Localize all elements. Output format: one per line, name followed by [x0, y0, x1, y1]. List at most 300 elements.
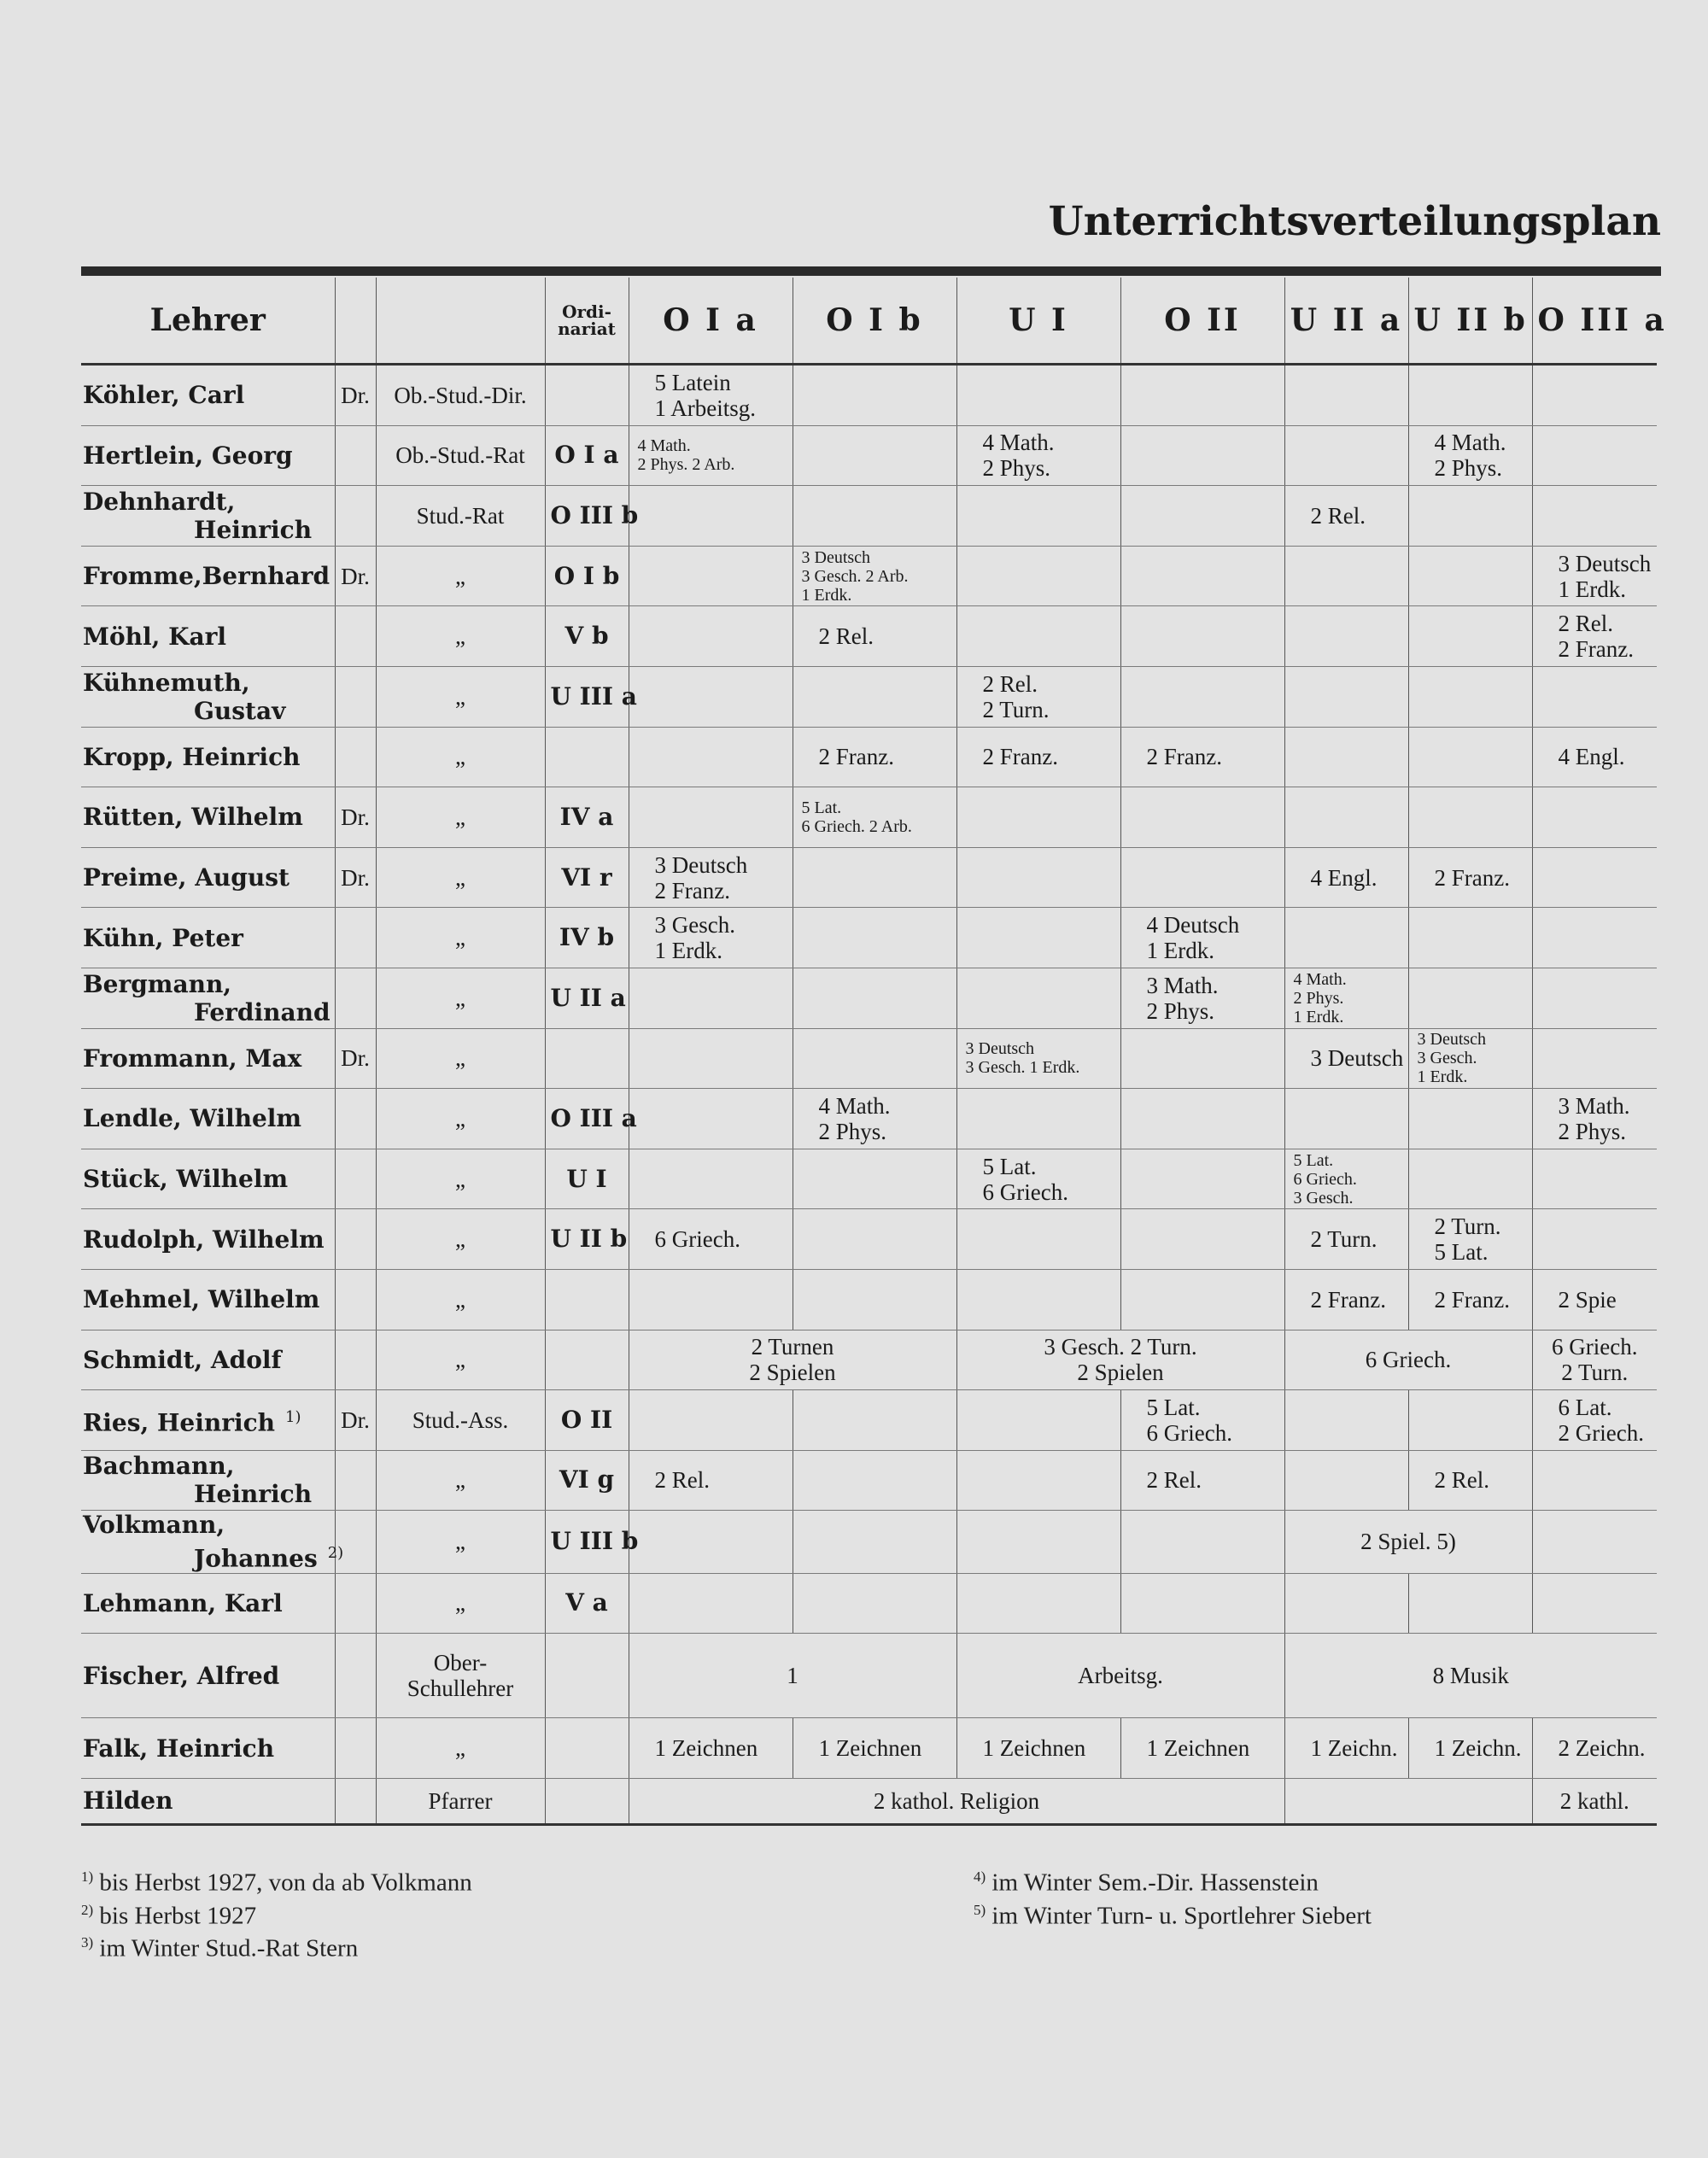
header-class: U I [956, 278, 1120, 365]
teacher-title [376, 425, 545, 486]
teacher-title-line: „ [455, 1166, 465, 1192]
lesson-cell [956, 1450, 1120, 1511]
lesson-cell [956, 1028, 1120, 1089]
lesson-cell [1120, 1718, 1284, 1779]
lesson-line: 3 Deutsch [1310, 1045, 1404, 1072]
lesson-cell [629, 1028, 793, 1089]
teacher-dr: Dr. [335, 1028, 376, 1089]
teacher-name [81, 1269, 335, 1330]
teacher-ordinariat: U II a [545, 968, 629, 1028]
lesson-cell [1532, 365, 1657, 426]
teacher-name-line: Falk, Heinrich [83, 1734, 275, 1763]
page-title: Unterrichtsverteilungsplan [1048, 198, 1661, 245]
lesson-cell [1532, 1149, 1657, 1209]
lesson-cell [1284, 1511, 1532, 1573]
teacher-ordinariat [545, 365, 629, 426]
lesson-cell [1284, 908, 1408, 968]
footnote [81, 1897, 472, 1930]
lesson-cell [1408, 727, 1532, 787]
header-class: O II [1120, 278, 1284, 365]
lesson-cell [1284, 1573, 1408, 1634]
teacher-name [81, 1573, 335, 1634]
teacher-dr [335, 606, 376, 667]
lesson-cell [1408, 606, 1532, 667]
teacher-dr: Dr. [335, 365, 376, 426]
lesson-cell [793, 666, 956, 727]
lesson-cell [1408, 486, 1532, 547]
teacher-title [376, 1718, 545, 1779]
teacher-title [376, 365, 545, 426]
lesson-cell [1532, 1269, 1657, 1330]
teacher-title [376, 546, 545, 606]
teacher-name [81, 486, 335, 547]
lesson-line: 2 Zeichn. [1558, 1735, 1646, 1761]
lesson-cell [1408, 666, 1532, 727]
lesson-cell [793, 425, 956, 486]
teacher-dr [335, 1634, 376, 1718]
teacher-name [81, 787, 335, 848]
lesson-cell [1408, 847, 1532, 908]
teacher-name [81, 727, 335, 787]
lesson-line: 1 [787, 1663, 798, 1689]
footnote-mark: 2) [327, 1544, 344, 1563]
teacher-ordinariat: VI g [545, 1450, 629, 1511]
teacher-title [376, 486, 545, 547]
lesson-cell [1532, 727, 1657, 787]
lesson-line: 3 Deutsch [965, 1039, 1035, 1059]
lesson-line: 2 Turn. [1434, 1214, 1501, 1240]
lesson-cell [956, 1209, 1120, 1270]
teacher-title-line: „ [455, 1735, 465, 1761]
teacher-name [81, 1390, 335, 1451]
teacher-dr [335, 1778, 376, 1824]
teacher-name [81, 1330, 335, 1390]
teacher-title-line: Schullehrer [407, 1676, 514, 1702]
lesson-line: 6 Griech. [1365, 1347, 1452, 1373]
lesson-line: 2 Franz. [1146, 744, 1222, 770]
lesson-line: 4 Engl. [1310, 864, 1378, 891]
lesson-line: 3 Gesch. [654, 912, 735, 939]
title-rule [81, 266, 1661, 276]
teacher-ordinariat [545, 1269, 629, 1330]
teacher-title-line: „ [455, 804, 465, 830]
teacher-row [81, 908, 1657, 968]
teacher-ordinariat: O III a [545, 1089, 629, 1149]
lesson-cell [1408, 787, 1532, 848]
lesson-line: 4 Math. [1293, 969, 1347, 989]
lesson-cell [629, 1511, 793, 1573]
lesson-line: 2 Phys. [1293, 988, 1344, 1008]
teacher-title [376, 1634, 545, 1718]
lesson-line: 5 Lat. [982, 1153, 1037, 1179]
header-ordinariat [545, 278, 629, 365]
teacher-ordinariat: V b [545, 606, 629, 667]
lesson-cell [1284, 1269, 1408, 1330]
lesson-cell [793, 1028, 956, 1089]
teacher-row [81, 1149, 1657, 1209]
lesson-line: 2 Franz. [654, 877, 730, 904]
lesson-cell [1532, 1089, 1657, 1149]
lesson-cell [629, 1573, 793, 1634]
lesson-cell [629, 365, 793, 426]
teacher-ordinariat: IV b [545, 908, 629, 968]
lesson-line: 1 Erdk. [1293, 1007, 1344, 1026]
header-ordinariat-line: nariat [558, 319, 616, 339]
teacher-row [81, 1269, 1657, 1330]
lesson-cell [1284, 1209, 1408, 1270]
teacher-name [81, 1209, 335, 1270]
lesson-line: 5 Lat. [1434, 1239, 1489, 1266]
lesson-cell [1120, 1209, 1284, 1270]
teacher-name [81, 1718, 335, 1779]
lesson-cell [1120, 1573, 1284, 1634]
header-class: U II a [1284, 278, 1408, 365]
lesson-cell [1120, 1450, 1284, 1511]
header-row [81, 278, 1657, 365]
lesson-cell [956, 847, 1120, 908]
teacher-name [81, 968, 335, 1028]
teacher-title-line: „ [455, 864, 465, 891]
lesson-line: 2 Phys. [1146, 997, 1215, 1024]
lesson-cell [956, 1718, 1120, 1779]
lesson-cell [956, 908, 1120, 968]
footnote-text: im Winter Stud.-Rat Stern [93, 1934, 359, 1962]
teacher-name-line: Fischer, Alfred [83, 1661, 280, 1690]
teacher-ordinariat [545, 1330, 629, 1390]
lesson-cell [1408, 1390, 1532, 1451]
teacher-name [81, 1028, 335, 1089]
teacher-title-line: Pfarrer [428, 1787, 493, 1814]
teacher-name-line: Gustav [194, 696, 286, 725]
teacher-name [81, 1149, 335, 1209]
lesson-cell [1408, 1209, 1532, 1270]
lesson-line: 6 Griech. [1293, 1169, 1357, 1189]
teacher-ordinariat: U III b [545, 1511, 629, 1573]
teacher-ordinariat: O I b [545, 546, 629, 606]
teacher-dr [335, 1718, 376, 1779]
teacher-name-line: Preime, August [83, 863, 290, 892]
teacher-title [376, 606, 545, 667]
teacher-name-line: Heinrich [194, 515, 313, 544]
lesson-line: 3 Deutsch [1558, 550, 1652, 576]
teacher-name-line: Bergmann, [83, 969, 232, 998]
teacher-title-line: „ [455, 683, 465, 710]
lesson-cell [1120, 968, 1284, 1028]
lesson-line: 2 kathl. [1559, 1787, 1629, 1814]
lesson-cell [1120, 1269, 1284, 1330]
lesson-cell [1532, 666, 1657, 727]
lesson-cell [1532, 486, 1657, 547]
lesson-line: 2 Spie [1558, 1286, 1617, 1313]
lesson-cell [1120, 727, 1284, 787]
teacher-title-line: „ [455, 1286, 465, 1313]
teacher-ordinariat: V a [545, 1573, 629, 1634]
lesson-line: 3 Math. [1146, 972, 1219, 998]
lesson-cell [1284, 1634, 1657, 1718]
lesson-cell [793, 1450, 956, 1511]
lesson-line: 3 Deutsch [801, 547, 871, 567]
lesson-line: 3 Gesch. 2 Arb. [801, 566, 909, 586]
footnote [974, 1897, 1372, 1930]
lesson-line: 1 Zeichnen [982, 1735, 1086, 1761]
teacher-dr [335, 425, 376, 486]
lesson-line: 2 Franz. [1558, 636, 1634, 663]
lesson-line: 2 Spielen [1077, 1360, 1164, 1386]
header-ordinariat-line: Ordi- [562, 301, 611, 322]
lesson-line: 2 Franz. [982, 744, 1058, 770]
lesson-cell [1120, 546, 1284, 606]
teacher-name-line: Schmidt, Adolf [83, 1345, 282, 1374]
teacher-name-line: Köhler, Carl [83, 381, 245, 410]
lesson-line: 2 Rel. [1434, 1467, 1489, 1494]
teacher-row [81, 1209, 1657, 1270]
lesson-line: 2 Phys. [1434, 455, 1503, 482]
teacher-row [81, 606, 1657, 667]
teacher-dr [335, 1330, 376, 1390]
teacher-name-line: Stück, Wilhelm [83, 1165, 289, 1194]
lesson-cell [1532, 1390, 1657, 1451]
lesson-cell [956, 1269, 1120, 1330]
lesson-cell [629, 1149, 793, 1209]
footnote-mark: 4) [974, 1869, 986, 1885]
lesson-cell [1408, 1269, 1532, 1330]
lesson-line: 3 Gesch. [1293, 1188, 1354, 1208]
lesson-line: 1 Zeichnen [654, 1735, 758, 1761]
teacher-dr: Dr. [335, 847, 376, 908]
lesson-cell [956, 1149, 1120, 1209]
lesson-cell [956, 1330, 1284, 1390]
lesson-cell [1284, 968, 1408, 1028]
lesson-cell [956, 365, 1120, 426]
lesson-cell [1120, 908, 1284, 968]
teacher-ordinariat: U I [545, 1149, 629, 1209]
lesson-cell [1284, 1390, 1408, 1451]
teacher-row [81, 968, 1657, 1028]
lesson-line: 2 Phys. [1558, 1118, 1627, 1144]
teacher-title-line: „ [455, 1226, 465, 1253]
lesson-cell [629, 787, 793, 848]
teacher-title [376, 1269, 545, 1330]
header-title [376, 278, 545, 365]
lesson-line: 6 Griech. 2 Arb. [801, 816, 912, 836]
lesson-cell [1408, 1718, 1532, 1779]
lesson-line: 1 Erdk. [1558, 576, 1626, 602]
teacher-name [81, 1450, 335, 1511]
lesson-line: 1 Erdk. [654, 938, 722, 964]
teacher-title-line: „ [455, 623, 465, 650]
lesson-cell [956, 727, 1120, 787]
teacher-dr [335, 666, 376, 727]
teacher-title-line: „ [455, 1590, 465, 1617]
teacher-name-line: Heinrich [194, 1480, 313, 1509]
lesson-cell [629, 1089, 793, 1149]
teacher-name-line: Lendle, Wilhelm [83, 1104, 302, 1133]
teacher-name-line: Rudolph, Wilhelm [83, 1225, 325, 1254]
teacher-name-line: Hertlein, Georg [83, 441, 293, 470]
teacher-ordinariat: U III a [545, 666, 629, 727]
teacher-title [376, 666, 545, 727]
lesson-line: 5 Lat. [1293, 1150, 1334, 1170]
lesson-cell [629, 1390, 793, 1451]
teacher-name [81, 1634, 335, 1718]
lesson-cell [1284, 365, 1408, 426]
lesson-cell [629, 425, 793, 486]
teacher-row [81, 787, 1657, 848]
footnotes-right [974, 1863, 1372, 1929]
lesson-line: 2 Rel. [982, 670, 1038, 697]
teacher-name-line: Möhl, Karl [83, 622, 227, 651]
lesson-line: 2 Phys. [982, 455, 1051, 482]
lesson-line: 1 Zeichn. [1434, 1735, 1522, 1761]
lesson-cell [793, 1269, 956, 1330]
lesson-cell [1284, 1778, 1532, 1824]
teacher-title [376, 847, 545, 908]
lesson-cell [793, 908, 956, 968]
lesson-cell [1284, 1330, 1532, 1390]
lesson-cell [1120, 1390, 1284, 1451]
teacher-title [376, 1390, 545, 1451]
lesson-line: 2 Turn. [1561, 1360, 1629, 1386]
header-dr [335, 278, 376, 365]
teacher-name-line: Ferdinand [194, 997, 330, 1026]
lesson-line: 1 Erdk. [1146, 938, 1214, 964]
footnote [81, 1863, 472, 1897]
teacher-title [376, 727, 545, 787]
header-class: U II b [1408, 278, 1532, 365]
teacher-title [376, 1511, 545, 1573]
lesson-cell [1532, 968, 1657, 1028]
lesson-line: 3 Deutsch [1417, 1030, 1487, 1050]
lesson-cell [1120, 425, 1284, 486]
teacher-name [81, 1778, 335, 1824]
teacher-title [376, 1149, 545, 1209]
lesson-line: 1 Zeichn. [1310, 1735, 1398, 1761]
lesson-cell [1408, 546, 1532, 606]
teacher-title [376, 968, 545, 1028]
lesson-cell [793, 1149, 956, 1209]
lesson-cell [793, 546, 956, 606]
lesson-line: 1 Erdk. [801, 585, 852, 605]
lesson-cell [629, 1450, 793, 1511]
lesson-line: 5 Lat. [801, 798, 842, 817]
teacher-row [81, 486, 1657, 547]
teacher-name [81, 1511, 344, 1573]
teacher-ordinariat [545, 727, 629, 787]
teacher-name [81, 1089, 335, 1149]
lesson-cell [956, 1634, 1284, 1718]
teacher-ordinariat: U II b [545, 1209, 629, 1270]
lesson-cell [1284, 1028, 1408, 1089]
lesson-line: 5 Lat. [1146, 1394, 1201, 1420]
lesson-cell [1532, 606, 1657, 667]
lesson-cell [793, 968, 956, 1028]
teacher-row [81, 365, 1657, 426]
teacher-title-line: „ [455, 1045, 465, 1072]
teacher-dr [335, 1573, 376, 1634]
footnote-text: bis Herbst 1927 [93, 1902, 257, 1930]
lesson-line: 6 Griech. [982, 1178, 1068, 1205]
lesson-cell [1120, 1089, 1284, 1149]
teacher-name-line: Volkmann, [83, 1511, 225, 1540]
footnote-mark: 5) [974, 1901, 986, 1918]
teacher-name-line: Ries, Heinrich $^{1)}$ [83, 1408, 301, 1437]
lesson-cell [1408, 1028, 1532, 1089]
lesson-cell [793, 606, 956, 667]
teacher-ordinariat: O I a [545, 425, 629, 486]
teacher-title-line: Ob.-Stud.-Rat [395, 442, 525, 469]
lesson-cell [629, 546, 793, 606]
teacher-name-line: Kühn, Peter [83, 923, 243, 952]
teacher-name-line: Lehmann, Karl [83, 1588, 283, 1617]
teacher-dr [335, 1450, 376, 1511]
lesson-cell [1532, 1450, 1657, 1511]
lesson-cell [1532, 1209, 1657, 1270]
teacher-row [81, 1718, 1657, 1779]
lesson-line: 2 Spiel. 5) [1360, 1529, 1456, 1555]
lesson-line: 4 Math. [982, 430, 1055, 456]
teacher-ordinariat [545, 1718, 629, 1779]
teacher-row [81, 1390, 1657, 1451]
lesson-line: 2 Rel. [1558, 611, 1613, 637]
lesson-line: 5 Latein [654, 369, 731, 395]
teacher-name [81, 908, 335, 968]
lesson-cell [793, 1089, 956, 1149]
teacher-title [376, 1089, 545, 1149]
lesson-cell [1408, 968, 1532, 1028]
lesson-cell [956, 666, 1120, 727]
lesson-cell [956, 486, 1120, 547]
lesson-line: 4 Math. [637, 436, 691, 456]
teacher-title-line: „ [455, 985, 465, 1011]
lesson-line: 4 Deutsch [1146, 912, 1240, 939]
footnote-text: im Winter Turn- u. Sportlehrer Siebert [986, 1902, 1372, 1930]
teacher-row [81, 666, 1657, 727]
lesson-cell [956, 968, 1120, 1028]
lesson-line: 2 Phys. [818, 1118, 887, 1144]
lesson-cell [793, 727, 956, 787]
lesson-line: 3 Gesch. 2 Turn. [1044, 1334, 1197, 1360]
lesson-cell [793, 1573, 956, 1634]
lesson-cell [1408, 908, 1532, 968]
lesson-cell [629, 606, 793, 667]
footnotes-left [81, 1863, 472, 1962]
lesson-cell [629, 486, 793, 547]
teacher-name [81, 606, 335, 667]
lesson-line: 3 Math. [1558, 1092, 1630, 1119]
lesson-line: 3 Gesch. 1 Erdk. [965, 1058, 1080, 1078]
lesson-cell [956, 425, 1120, 486]
teacher-title-line: Stud.-Rat [416, 502, 505, 529]
lesson-cell [1532, 908, 1657, 968]
lesson-line: 2 Turn. [982, 696, 1050, 722]
lesson-cell [956, 1089, 1120, 1149]
lesson-line: 2 Rel. [1310, 502, 1366, 529]
teacher-ordinariat [545, 1028, 629, 1089]
teacher-ordinariat [545, 1778, 629, 1824]
lesson-cell [1408, 1450, 1532, 1511]
teacher-dr [335, 968, 376, 1028]
lesson-cell [1120, 1028, 1284, 1089]
lesson-cell [629, 1634, 956, 1718]
lesson-cell [629, 666, 793, 727]
lesson-cell [629, 968, 793, 1028]
lesson-cell [1284, 1149, 1408, 1209]
teacher-dr [335, 486, 376, 547]
lesson-line: 3 Gesch. [1417, 1049, 1477, 1068]
teacher-name-line: Hilden [83, 1787, 173, 1816]
teacher-ordinariat: O II [545, 1390, 629, 1451]
lesson-cell [1284, 1450, 1408, 1511]
